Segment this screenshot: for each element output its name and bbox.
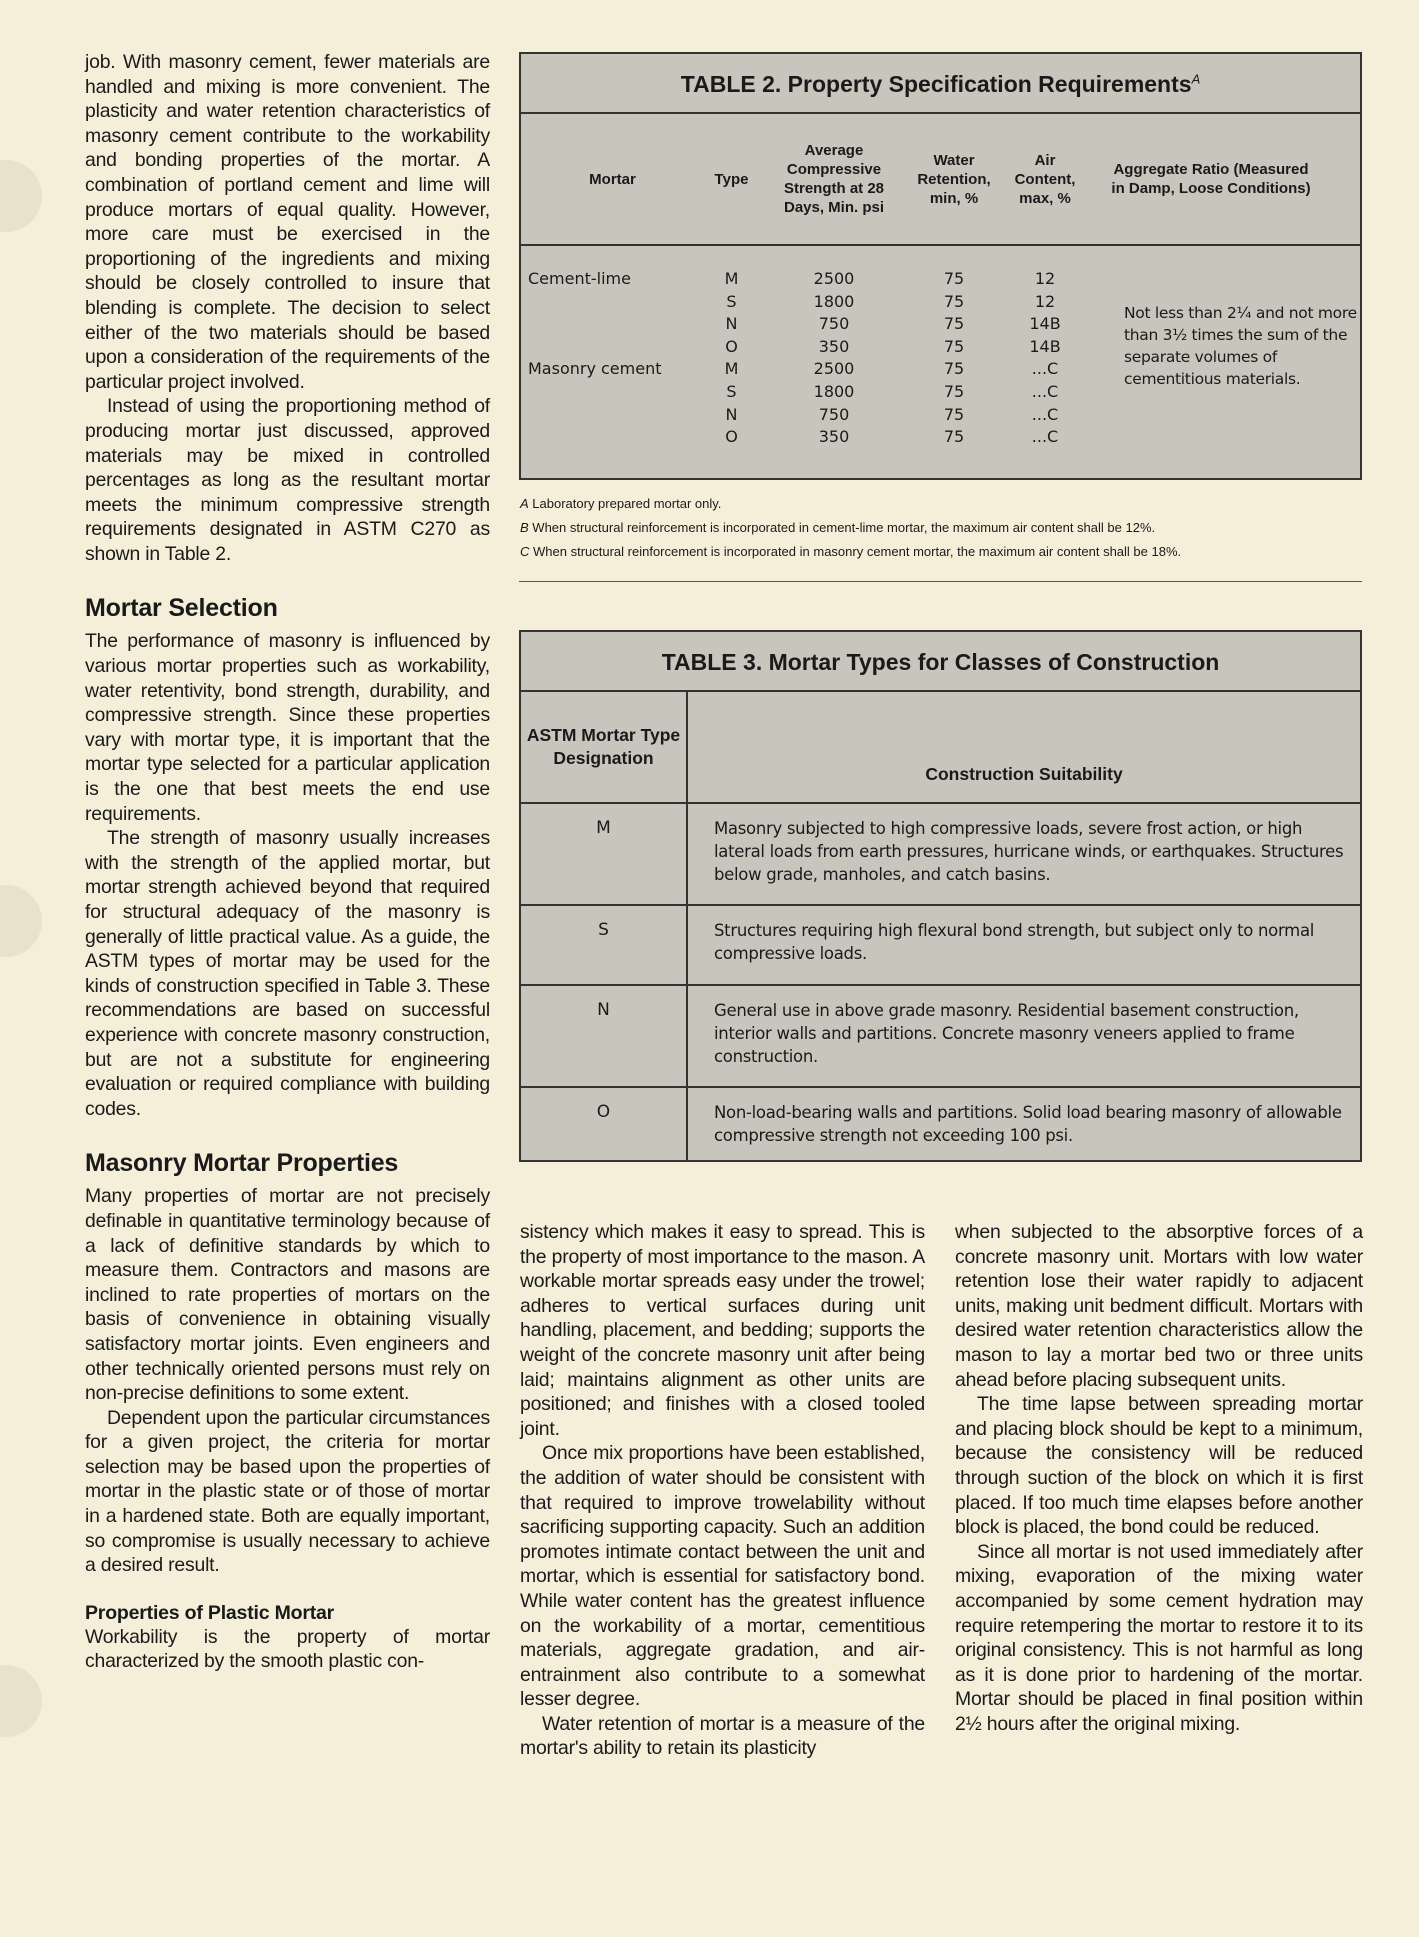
table-row [521,427,1360,449]
paragraph: sistency which makes it easy to spread. This is the property of most importance to the mason. A workable mortar spreads easy under the trowel; adheres to vertical surfaces during unit handling, placement, and bedding; supports the weight of the concrete masonry unit after being laid; maintains alignment as other units are positioned; and finishes with a closed tooled joint. [520,1221,925,1440]
paragraph: Dependent upon the particular circumstances for a given project, the criteria for mortar selection may be based upon the properties of mortar in the plastic state or of those of mortar in a hardened state. Both are equally important, so compromise is usually necessary to achieve a desired result. [85,1406,490,1577]
table-row: O Non-load-bearing walls and partitions. Solid load bearing masonry of allowable compressive strength not exceeding 100 psi. [521,1088,1360,1162]
table-row: M Masonry subjected to high compressive loads, severe frost action, or high lateral loads from earth pressures, hurricane winds, or earthquakes. Structures below grade, manholes, and catch basins. [521,804,1360,906]
header-aggregate: Aggregate Ratio (Measured in Damp, Loose Conditions) [1111,161,1311,197]
paragraph: Water retention of mortar is a measure of the mortar's ability to retain its plasticity [520,1712,925,1760]
footnote: C When structural reinforcement is incorporated in masonry cement mortar, the maximum air content shall be 18%. [520,544,1182,559]
paragraph: job. With masonry cement, fewer materials are handled and mixing is more convenient. The plasticity and water retention characteristics of masonry cement contribute to the workability and bonding properties of the mortar. A combination of portland cement and lime will produce mortars of equal quality. However, more care must be exercised in the proportioning of the ingredients and mixing should be closely controlled to insure that blending is complete. The decision to select either of the two materials should be based upon a consideration of the requirements of the particular project involved. [85,51,490,393]
cell-type: N [725,404,738,424]
divider [519,581,1362,582]
table-row [521,382,1360,404]
cell-type: M [724,269,739,288]
cell-strength: 750 [818,314,850,334]
paragraph: when subjected to the absorptive forces of a concrete masonry unit. Mortars with low water retention lose their water rapidly to adjacent units, making unit bedment difficult. Mortars with desired water retention characteristics allow the mason to lay a mortar bed two or three units ahead before placing subsequent units. [955,1221,1363,1391]
cell-air: 14B [1029,336,1061,356]
paragraph: The time lapse between spreading mortar and placing block should be kept to a minimum, because the consistency will be reduced through suction of the block on which it is first placed. If too much time elapses before another block is placed, the bond could be reduced. [955,1393,1363,1539]
cell-water: 75 [943,427,965,447]
cell-water: 75 [943,359,965,379]
cell-strength: 350 [818,336,850,356]
header-water: Water Retention, min, % [917,151,991,207]
right-column [955,1220,1363,1736]
table-row: S Structures requiring high flexural bond strength, but subject only to normal compressive loads. [521,906,1360,986]
cell-strength: 1800 [813,291,855,311]
section-heading: Masonry Mortar Properties [85,1149,399,1178]
header-air: Air Content, max, % [1014,151,1076,207]
subsection-heading: Properties of Plastic Mortar [85,1601,335,1624]
cell-mortar: Masonry cement [528,359,662,379]
cell-strength: 2500 [813,269,855,288]
binder-hole [0,160,42,232]
table-row [521,359,1360,381]
footnote: B When structural reinforcement is incorporated in cement-lime mortar, the maximum air content shall be 12%. [520,520,1156,535]
cell-air: 12 [1034,269,1056,288]
header-type: ASTM Mortar Type Designation [521,692,688,802]
paragraph: Workability is the property of mortar characterized by the smooth plastic con- [85,1625,490,1673]
aggregate-ratio: Not less than 2¼ and not more than 3½ times the sum of the separate volumes of cementitious materials. [1124,304,1357,388]
table-title: TABLE 2. Property Specification Requirements$^A$ [521,54,1360,114]
left-column [85,50,490,1674]
cell-water: 75 [943,314,965,334]
header-mortar: Mortar [589,170,636,188]
cell-type: S [726,382,737,401]
table-row [521,314,1360,336]
cell-strength: 2500 [813,359,855,379]
cell-air: 12 [1034,291,1056,311]
cell-water: 75 [943,404,965,424]
cell-water: 75 [943,269,965,288]
table-row: N General use in above grade masonry. Residential basement construction, interior walls and partitions. Concrete masonry veneers applied to frame construction. [521,986,1360,1088]
table-3 [519,630,1362,1162]
cell-strength: 1800 [813,382,855,401]
footnote: A Laboratory prepared mortar only. [520,496,722,511]
table-row [521,405,1360,427]
cell-mortar: Cement-lime [528,269,631,288]
table-2-notes [520,492,1360,564]
cell-water: 75 [943,336,965,356]
cell-air: ...C [1031,427,1059,447]
footnote-mark: A [1191,71,1201,87]
table-body [521,246,1360,471]
paragraph: Since all mortar is not used immediately after mixing, evaporation of the mixing water accompanied by some cement hydration may require retempering the mortar to restore it to its original consistency. This is not harmful as long as it is done prior to hardening of the mortar. Mortar should be placed in final position within 2½ hours after the original mixing. [955,1540,1363,1735]
cell-type: N [725,314,738,334]
table-row [521,337,1360,359]
cell-water: 75 [943,382,965,401]
table-header [521,114,1360,246]
cell-air: ...C [1031,359,1059,379]
cell-water: 75 [943,291,965,311]
header-strength: Average Compressive Strength at 28 Days, Min. psi [783,142,885,216]
cell-type: S [726,291,737,311]
middle-column [520,1220,925,1761]
binder-hole [0,885,42,957]
cell-strength: 350 [818,427,850,447]
binder-hole [0,1665,42,1737]
cell-type: O [725,336,738,356]
cell-air: ...C [1031,404,1059,424]
cell-type: M [724,359,739,379]
cell-air: ...C [1031,382,1059,401]
table-2 [519,52,1362,480]
header-suitability: Construction Suitability [925,764,1123,784]
header-type: Type [714,170,749,188]
table-header [521,692,1360,804]
paragraph: The strength of masonry usually increases with the strength of the applied mortar, but mortar strength achieved beyond that required for structural adequacy of the masonry is generally of little practical value. As a guide, the ASTM types of mortar may be used for the kinds of construction specified in Table 3. These recommendations are based on successful experience with concrete masonry construction, but are not a substitute for engineering evaluation or required compliance with building codes. [85,827,490,1120]
section-heading: Mortar Selection [85,594,278,623]
paragraph: The performance of masonry is influenced by various mortar properties such as workability, water retentivity, bond strength, durability, and compressive strength. Since these properties vary with mortar type, it is important that the mortar type selected for a particular application is the one that best meets the end use requirements. [85,630,490,825]
cell-strength: 750 [818,404,850,424]
table-row [521,292,1360,314]
table-row [521,269,1360,291]
paragraph: Once mix proportions have been established, the addition of water should be consistent with that required to improve trowelability without sacrificing supporting capacity. Such an addition promotes intimate contact between the unit and mortar, which is essential for satisfactory bond. While water content has the greatest influence on the workability of a mortar, cementitious materials, aggregate gradation, and air-entrainment also contribute to a somewhat lesser degree. [520,1442,925,1711]
paragraph: Instead of using the proportioning method of producing mortar just discussed, approved materials may be mixed in controlled percentages as long as the resultant mortar meets the minimum compressive strength requirements designated in ASTM C270 as shown in Table 2. [85,395,490,565]
table-title: TABLE 3. Mortar Types for Classes of Construction [521,632,1360,692]
paragraph: Many properties of mortar are not precisely definable in quantitative terminology because of a lack of definitive standards by which to measure them. Contractors and masons are inclined to rate properties of mortars on the basis of convenience in obtaining visually satisfactory mortar joints. Even engineers and other technically oriented persons must rely on non-precise definitions to some extent. [85,1185,490,1405]
cell-type: O [725,427,738,447]
cell-air: 14B [1029,314,1061,334]
